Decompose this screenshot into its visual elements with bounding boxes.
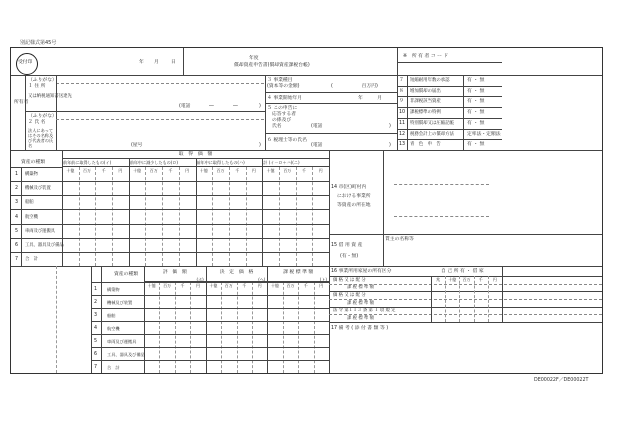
property-line-label: 価 格 又 は 配 分 xyxy=(333,277,366,283)
eval-row-no: 1 xyxy=(94,286,98,292)
eval-row-no: 5 xyxy=(94,338,98,344)
eval-unit-label: 千 xyxy=(180,283,185,288)
item16-label: 16 事業所用家屋の所有区分 xyxy=(331,269,392,274)
acq-unit-label: 十億 xyxy=(133,168,142,173)
item17-label: 17 備 考 ( 添 付 書 類 等 ) xyxy=(331,326,389,331)
acq-row-label: 航空機 xyxy=(25,214,38,220)
item5-phone: (電話 xyxy=(311,124,323,129)
eval-unit-label: 千 xyxy=(303,283,308,288)
acq-unit-label: 百万 xyxy=(83,168,92,173)
eval-unit-label: 百万 xyxy=(286,283,295,288)
item15-answer: (有・無) xyxy=(340,254,359,259)
acq-unit-label: 十億 xyxy=(266,168,275,173)
date-day-label: 日 xyxy=(171,60,176,65)
property-unit-label: 千 xyxy=(478,277,483,282)
item5-line2: 応答する者 xyxy=(272,112,296,117)
acq-unit-label: 千 xyxy=(235,168,240,173)
item5-line4: 氏名 xyxy=(272,124,282,129)
item4-unit: 年 月 xyxy=(358,96,382,101)
property-unit-label: 兆 xyxy=(436,277,441,282)
form-title: 償却資産申告書(償却資産課税台帳) xyxy=(234,63,310,68)
owner-code-label: ※ 所 有 者 コ ー ド xyxy=(403,54,449,59)
trade-name-open: (屋号 xyxy=(131,143,143,148)
corp-note: 法人にあってはその名称及び代表者の氏名 xyxy=(28,128,54,148)
question-label: 税務会計上の償却方法 xyxy=(410,131,454,137)
acq-row-no: 2 xyxy=(15,186,19,192)
footer-code: DE00022F／DE00022T xyxy=(534,378,589,383)
item3-capital-unit: ( 百万円) xyxy=(331,84,378,89)
eval-unit-label: 十億 xyxy=(271,283,280,288)
furigana-2: （ふりがな） xyxy=(28,114,57,119)
property-unit-label: 円 xyxy=(492,277,497,282)
question-no: 11 xyxy=(399,120,406,126)
eval-row-label: 航空機 xyxy=(107,325,120,331)
eval-row-label: 車両及び運搬具 xyxy=(107,338,137,344)
address-phone-close: ) xyxy=(259,104,261,109)
eval-row-no: 2 xyxy=(94,299,98,305)
name-label: ２ 氏 名 xyxy=(28,120,46,125)
acq-row-no: 4 xyxy=(15,214,19,220)
acq-row-label: 機械及び装置 xyxy=(25,186,51,192)
property-line-label: 課 税 標 準 額 xyxy=(347,315,374,321)
eval-unit-label: 円 xyxy=(319,283,324,288)
acq-unit-label: 千 xyxy=(301,168,306,173)
item4-label: ４ 事業開始年月 xyxy=(267,96,303,101)
acq-column-header: 前年前に取得したもの(イ) xyxy=(63,160,112,165)
acq-column-header: 計 (イ－ロ＋ハ)(ニ) xyxy=(263,160,300,165)
item5-line3: の係及び xyxy=(272,118,292,123)
acq-row-no: 7 xyxy=(15,256,19,262)
item6-label: ６ 税理士等の氏名 xyxy=(267,138,307,143)
item15-label: 15 借 用 資 産 xyxy=(331,243,363,248)
eval-unit-label: 円 xyxy=(257,283,262,288)
item14-line1: 14 市(区)町村内 xyxy=(331,185,367,190)
fiscal-year-label: 年度 xyxy=(249,56,259,61)
question-answer[interactable]: 定率法・定額法 xyxy=(467,131,501,137)
date-year-label: 年 xyxy=(139,60,144,65)
property-unit-label: 十億 xyxy=(448,277,457,282)
acq-unit-label: 円 xyxy=(318,168,323,173)
eval-row-label: 工具、器具及び備品 xyxy=(107,351,145,357)
eval-unit-label: 千 xyxy=(242,283,247,288)
eval-unit-label: 十億 xyxy=(147,283,156,288)
item16-answer: 自 己 所 有 ・ 借 家 xyxy=(441,269,484,274)
reception-stamp-label: 受付印 xyxy=(18,60,33,65)
property-line-label: 課 税 標 準 額 xyxy=(347,285,374,291)
eval-column-header: 評 価 額 xyxy=(162,270,187,275)
acq-row-no: 3 xyxy=(15,200,19,206)
date-month-label: 月 xyxy=(154,60,159,65)
question-answer[interactable]: 有 ・ 無 xyxy=(467,110,485,116)
item3-sub-label: (資本等の金額) xyxy=(267,84,300,89)
trade-name-close: ) xyxy=(259,143,261,148)
question-label: 短縮耐用年数の承認 xyxy=(410,78,450,83)
item6-phone-close: ) xyxy=(389,143,391,148)
eval-row-no: 3 xyxy=(94,312,98,318)
question-no: ９ xyxy=(399,99,404,105)
acq-row-no: 1 xyxy=(15,172,19,178)
question-no: ７ xyxy=(399,78,404,83)
address-phone-sep: ― ― xyxy=(209,104,238,109)
eval-row-no: 4 xyxy=(94,325,98,331)
eval-row-label: 構築物 xyxy=(107,286,120,292)
form-number: 別記様式第45号 xyxy=(20,40,57,46)
question-answer[interactable]: 有 ・ 無 xyxy=(467,142,485,148)
acq-unit-label: 円 xyxy=(118,168,123,173)
acq-row-label: 合 計 xyxy=(25,256,38,262)
eval-row-label: 機械及び装置 xyxy=(107,299,133,305)
acq-column-header: 前年中に取得したもの(ハ) xyxy=(196,160,245,165)
address-phone-label: (電話 xyxy=(179,104,191,109)
question-answer[interactable]: 有 ・ 無 xyxy=(467,99,485,105)
acq-unit-label: 円 xyxy=(185,168,190,173)
eval-row-no: 7 xyxy=(94,364,98,370)
acq-asset-type-header: 資産の種類 xyxy=(21,160,45,165)
eval-unit-label: 十億 xyxy=(209,283,218,288)
acq-unit-label: 千 xyxy=(101,168,106,173)
property-unit-label: 百万 xyxy=(462,277,471,282)
eval-column-mark: (ホ) xyxy=(196,277,204,282)
acq-unit-label: 百万 xyxy=(216,168,225,173)
eval-column-header: 課 税 標 準 額 xyxy=(283,270,314,275)
eval-unit-label: 百万 xyxy=(224,283,233,288)
question-answer[interactable]: 有 ・ 無 xyxy=(467,88,485,94)
acq-row-label: 構築物 xyxy=(25,172,38,178)
question-answer[interactable]: 有 ・ 無 xyxy=(467,120,485,126)
question-label: 課税標準の特例 xyxy=(410,110,441,116)
item14-line3: 等資産の所在地 xyxy=(337,203,371,208)
acq-row-label: 車両及び運搬具 xyxy=(25,228,56,234)
acq-column-header: 前年中に減少したもの(ロ) xyxy=(129,160,178,165)
property-line-label: 価 格 又 は 配 分 xyxy=(333,292,366,298)
item5-phone-close: ) xyxy=(389,124,391,129)
address-label: １ 住 所 xyxy=(28,84,46,89)
eval-asset-type-header: 資産の種類 xyxy=(114,272,138,277)
acq-row-no: 6 xyxy=(15,242,19,248)
acq-unit-label: 千 xyxy=(168,168,173,173)
eval-unit-label: 百万 xyxy=(163,283,172,288)
eval-row-no: 6 xyxy=(94,351,98,357)
question-answer[interactable]: 有 ・ 無 xyxy=(467,78,485,83)
declaration-form xyxy=(10,47,603,374)
property-line-label: 課 税 標 準 額 xyxy=(347,300,374,306)
acq-row-label: 工具、器具及び備品 xyxy=(25,242,64,248)
eval-unit-label: 円 xyxy=(195,283,200,288)
acq-unit-label: 十億 xyxy=(66,168,75,173)
question-no: 13 xyxy=(399,142,406,148)
eval-column-mark: (ト) xyxy=(319,277,327,282)
eval-column-header: 決 定 価 格 xyxy=(219,270,254,275)
question-label: 特別償却又は圧縮記帳 xyxy=(410,120,454,126)
property-line-label: 法 令 第１１３ 条 第 １ 項 規 定 xyxy=(333,308,396,314)
eval-column-mark: (へ) xyxy=(258,277,266,282)
furigana-1: （ふりがな） xyxy=(28,78,57,83)
acq-unit-label: 円 xyxy=(251,168,256,173)
question-label: 非課税該当資産 xyxy=(410,99,441,105)
question-label: 増加償却の届出 xyxy=(410,88,441,94)
item5-line1: ５ この申告に xyxy=(267,106,298,111)
lessor-label: 賃主の名称等 xyxy=(385,237,414,242)
acq-row-no: 5 xyxy=(15,228,19,234)
acq-unit-label: 十億 xyxy=(199,168,208,173)
acq-section-title: 取 得 価 額 xyxy=(178,152,213,157)
eval-row-label: 合 計 xyxy=(107,364,120,370)
acq-row-label: 船舶 xyxy=(25,200,34,206)
eval-row-label: 船舶 xyxy=(107,312,116,318)
item14-line2: における事業所 xyxy=(337,194,371,199)
question-no: 12 xyxy=(399,131,406,137)
owner-side-label: 所有者 xyxy=(14,100,29,105)
item6-phone: (電話 xyxy=(311,143,323,148)
acq-unit-label: 百万 xyxy=(149,168,158,173)
question-no: 10 xyxy=(399,110,406,116)
address-sub-label: 又は納税通知書送達先 xyxy=(28,94,72,99)
question-no: ８ xyxy=(399,88,404,94)
acq-unit-label: 百万 xyxy=(283,168,292,173)
item3-label: ３ 事業種目 xyxy=(267,78,293,83)
question-label: 青 色 申 告 xyxy=(410,142,441,148)
